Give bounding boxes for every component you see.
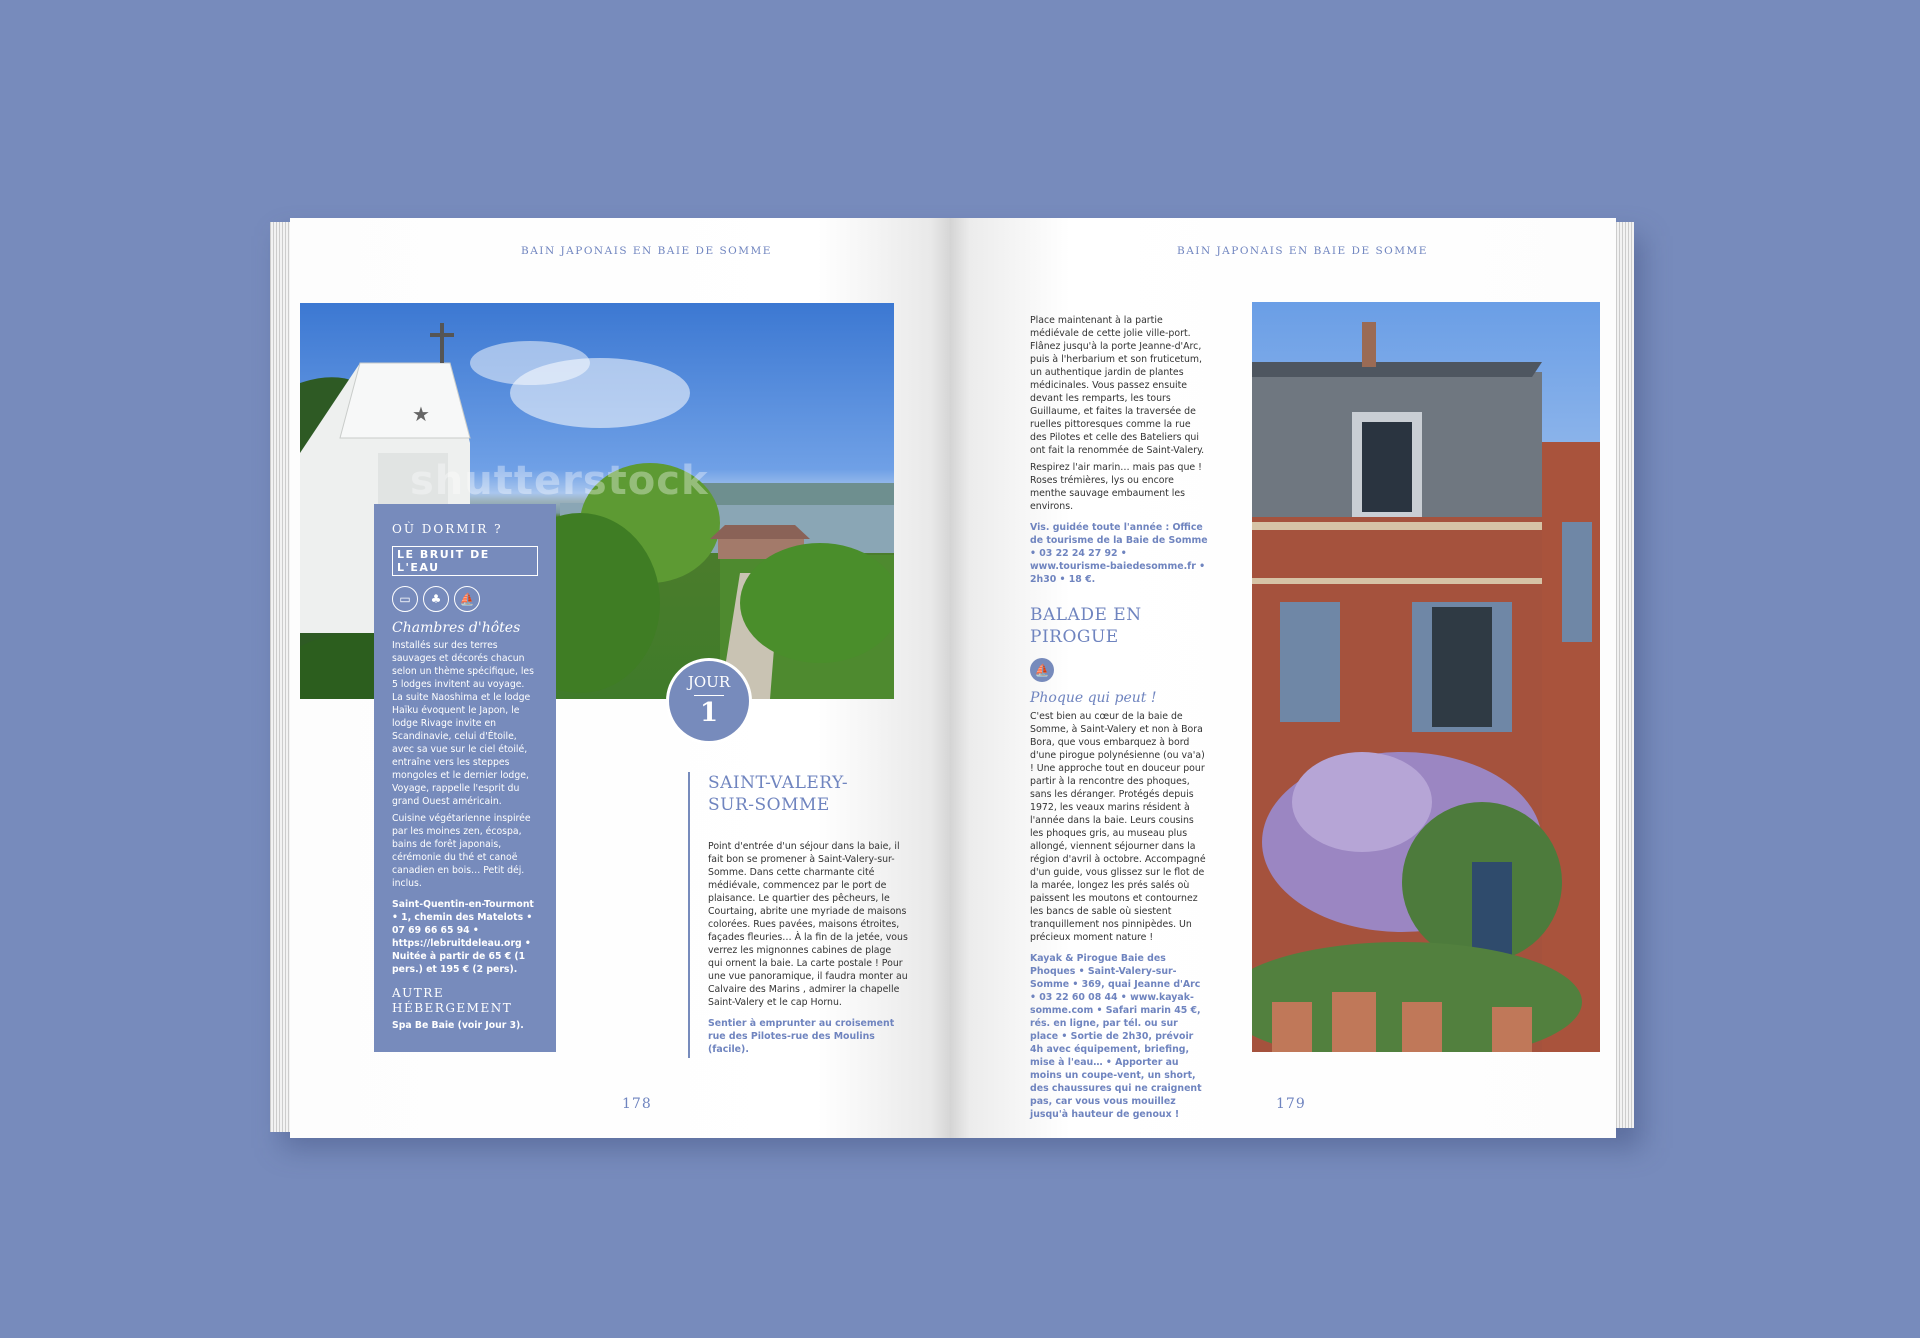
saint-valery-tip: Sentier à emprunter au croisement rue des Pilotes-rue des Moulins (facile). <box>708 1018 895 1055</box>
lodging-extras: Cuisine végétarienne inspirée par les moines zen, écospa, bains de forêt japonais, cérémonie du thé et canoë canadien en bois… Petit déj. inclus. <box>392 813 531 889</box>
where-to-stay-box <box>374 504 556 1052</box>
boat-icon: ⛵ <box>1030 658 1054 682</box>
svg-text:★: ★ <box>412 402 430 426</box>
lodging-icons <box>392 586 538 612</box>
lodging-name: LE BRUIT DE L'EAU <box>392 546 538 576</box>
boat-icon: ⛵ <box>454 586 480 612</box>
day-number: 1 <box>699 698 719 728</box>
tree-icon: ♣ <box>423 586 449 612</box>
brick-house-photo <box>1252 302 1600 1052</box>
folio-right: 179 <box>1276 1096 1306 1112</box>
sea-air-paragraph: Respirez l'air marin… mais pas que ! Roses trémières, lys ou encore menthe sauvage embaument les environs. <box>1030 462 1202 512</box>
day-badge <box>666 658 752 744</box>
day-divider <box>694 695 724 696</box>
guided-visit-info: Vis. guidée toute l'année : Office de tourisme de la Baie de Somme • 03 22 24 27 92 • www.tourisme-baiedesomme.fr • 2h30 • 18 €. <box>1030 522 1208 585</box>
folio-left: 178 <box>622 1096 652 1112</box>
article-rule <box>688 772 690 1058</box>
running-head-left: BAIN JAPONAIS EN BAIE DE SOMME <box>521 245 772 257</box>
bed-icon: ▭ <box>392 586 418 612</box>
saint-valery-article <box>708 772 908 1056</box>
pirogue-info: Kayak & Pirogue Baie des Phoques • Saint-Valery-sur-Somme • 369, quai Jeanne d'Arc • 03 22 60 08 44 • www.kayak-somme.com • Safari marin 45 €, rés. en ligne, par tél. ou sur place • Sortie de 2h30, prévoir 4h avec équipement, briefing, mise à l'eau… • Apporter au moins un coupe-vent, un short, des chaussures qui ne craignent pas, car vous vous mouillez jusqu'à hauteur de genoux ! <box>1030 953 1202 1120</box>
where-to-stay-kicker: OÙ DORMIR ? <box>392 522 503 536</box>
lodging-description: Installés sur des terres sauvages et décorés chacun selon un thème spécifique, les 5 lodges invitent au voyage. La suite Naoshima et le lodge Haïku évoquent le Japon, le lodge Rivage invite en Scandinavie, celui d'Étoile, avec sa vue sur le ciel étoilé, entraîne vers les steppes mongoles et le dernier lodge, Voyage, rappelle l'esprit du grand Ouest américain. <box>392 640 534 807</box>
house-illustration <box>1252 302 1600 1052</box>
other-lodging-value: Spa Be Baie (voir Jour 3). <box>392 1020 524 1031</box>
right-column <box>1030 314 1208 1121</box>
saint-valery-body: Point d'entrée d'un séjour dans la baie, il fait bon se promener à Saint-Valery-sur-Somme. Dans cette charmante cité médiévale, commencez par le port de plaisance. Le quartier des pêcheurs, le Courtaing, abrite une myriade de maisons colorées. Rues pavées, maisons étroites, façades fleuries… À la fin de la jetée, vous verrez les mignonnes cabines de plage qui ornent la baie. La carte postale ! Pour une vue panoramique, il faudra monter au Calvaire des Marins , admirer la chapelle Saint-Valery et le cap Hornu. <box>708 841 908 1008</box>
watermark: shutterstock <box>410 458 709 504</box>
pirogue-body: C'est bien au cœur de la baie de Somme, à Saint-Valery et non à Bora Bora, que vous embarquez à bord d'une pirogue polynésienne (ou va'a) ! Une approche tout en douceur pour partir à la rencontre des phoques, sans les déranger. Protégés depuis 1972, les veaux marins résident à l'année dans la baie. Leurs cousins les phoques gris, au museau plus allongé, viennent séjourner dans la région d'avril à octobre. Accompagné d'un guide, vous glissez sur le flot de la marée, longez les prés salés où paissent les moutons et contournez les bancs de sable où siestent tranquillement nos pinnipèdes. Un précieux moment nature ! <box>1030 711 1206 943</box>
day-label: JOUR <box>687 673 731 691</box>
lodging-type: Chambres d'hôtes <box>392 620 521 636</box>
medieval-paragraph: Place maintenant à la partie médiévale de cette jolie ville-port. Flânez jusqu'à la porte Jeanne-d'Arc, puis à l'herbarium et son fruticetum, un authentique jardin de plantes médicinales. Vous passez ensuite devant les remparts, les tours Guillaume, et faites la traversée de ruelles pittoresques comme la rue des Pilotes et celle des Bateliers qui ont fait la renommée de Saint-Valery. <box>1030 315 1205 456</box>
running-head-right: BAIN JAPONAIS EN BAIE DE SOMME <box>1177 245 1428 257</box>
other-lodging-title: AUTRE HÉBERGEMENT <box>392 986 513 1015</box>
pirogue-subtitle: Phoque qui peut ! <box>1030 690 1157 706</box>
lodging-contact: Saint-Quentin-en-Tourmont • 1, chemin des Matelots • 07 69 66 65 94 • https://lebruitdeleau.org • Nuitée à partir de 65 € (1 pers.) et 195 € (2 pers). <box>392 899 534 975</box>
saint-valery-title: SAINT-VALERY-SUR-SOMME <box>708 773 849 815</box>
pirogue-title: BALADE EN PIROGUE <box>1030 605 1142 647</box>
